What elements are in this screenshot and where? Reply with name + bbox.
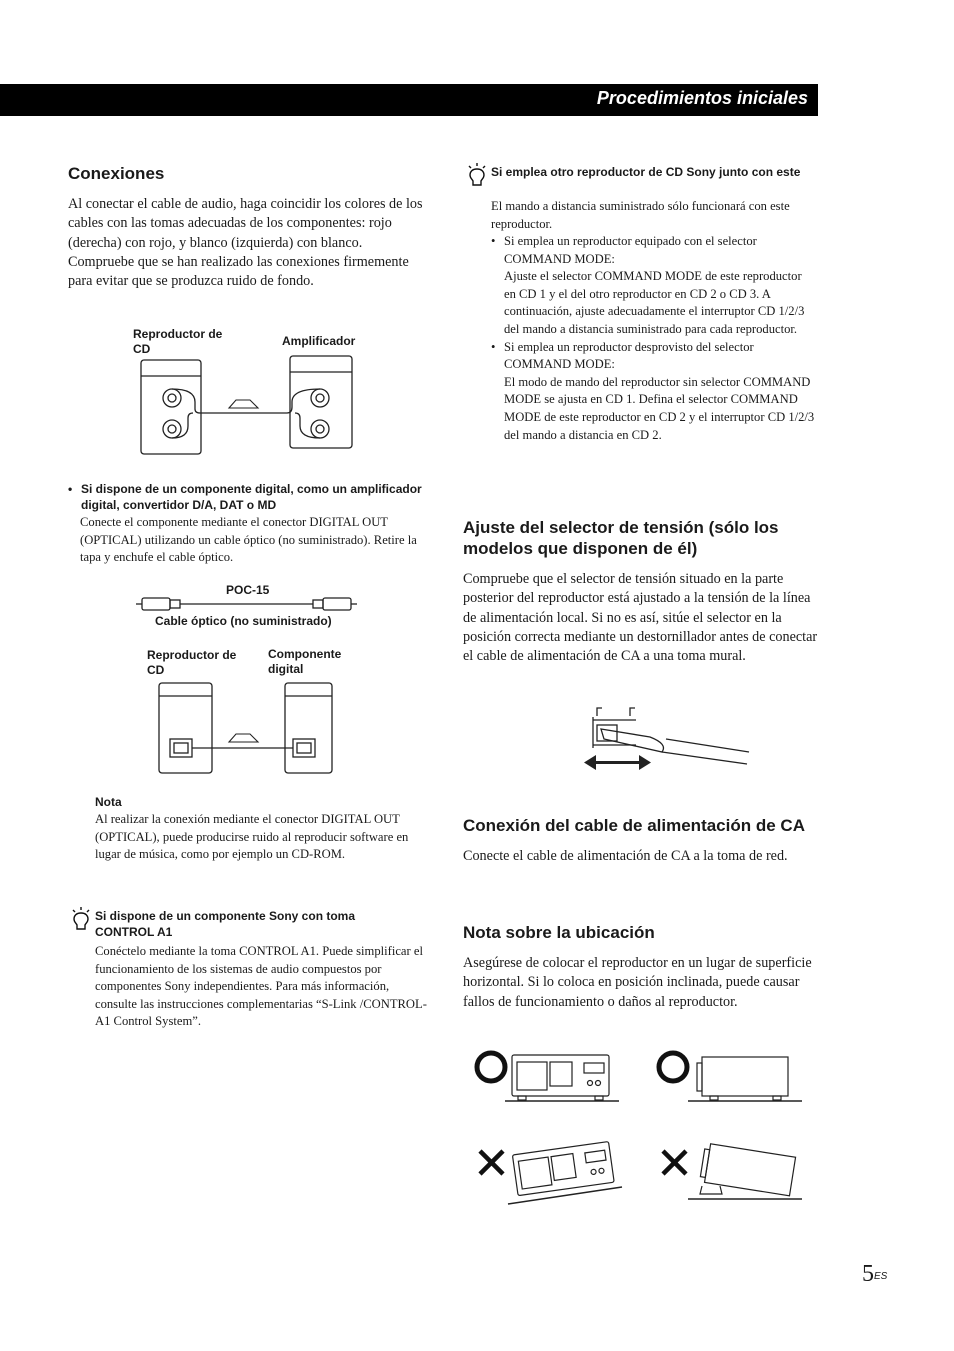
location-title: Nota sobre la ubicación <box>463 923 655 942</box>
nota-text: Al realizar la conexión mediante el conector DIGITAL OUT (OPTICAL), puede producirse ruido al reproducir software en lugar de música, como por ejemplo un CD-ROM. <box>95 812 409 862</box>
voltage-title: Ajuste del selector de tensión (sólo los modelos que disponen de él) <box>463 518 779 558</box>
tip-other-cd-text: El mando a distancia suministrado sólo funcionará con este reproductor. <box>491 199 790 231</box>
conexiones-intro: Al conectar el cable de audio, haga coincidir los colores de los cables con las tomas adecuadas de los componentes: rojo (derecha) con rojo, y blanco (izquierda) con blanco. Compruebe que se han realizado las conexiones firmemente para evitar que se produzca ruido de fondo. <box>68 196 423 290</box>
voltage-text: Compruebe que el selector de tensión situado en la parte posterior del reproductor está ajustado a la tensión de la línea de alimentación local. Si no es así, sitúe el selector en la posición correcta mediante un destornillador antes de conectar el cable de alimentación de CA a una toma mural. <box>463 571 818 665</box>
list-item-body: El modo de mando del reproductor sin selector COMMAND MODE se ajusta en CD 1. Defina el selector COMMAND MODE de este reproductor en CD 2 y el interruptor CD 1/2/3 del mando a distancia en CD 2. <box>504 374 815 442</box>
location-text: Asegúrese de colocar el reproductor en un lugar de superficie horizontal. Si lo coloca en posición inclinada, puede causar fallos de funcionamiento o daños al reproductor. <box>463 955 812 1010</box>
tip-other-cd-heading: Si emplea otro reproductor de CD Sony junto con este <box>491 165 801 179</box>
tip-control-heading: Si dispone de un componente Sony con toma CONTROL A1 <box>95 909 356 939</box>
correct-circle-icon <box>477 1053 505 1081</box>
diagram1-left-label: Reproductor de CD <box>133 327 223 356</box>
list-item-lead: • Si emplea un reproductor equipado con el selector COMMAND MODE: <box>504 234 757 266</box>
diagram2-left-label: Reproductor de CD <box>147 648 237 677</box>
page-number-digit: 5 <box>862 1261 874 1287</box>
tip-control-text: Conéctelo mediante la toma CONTROL A1. Puede simplificar el funcionamiento de los sistemas de audio compuestos por componentes Sony independientes. Para más información, consulte las instrucciones complementarias “S-Link /CONTROL-A1 Control System”. <box>95 944 427 1029</box>
page-suffix: ES <box>874 1271 888 1282</box>
digital-text: Conecte el componente mediante el conector DIGITAL OUT (OPTICAL) utilizando un cable óptico (no suministrado). Retire la tapa y enchufe el cable óptico. <box>80 515 417 565</box>
section-title: Procedimientos iniciales <box>596 88 808 108</box>
power-cable-title: Conexión del cable de alimentación de CA <box>463 816 805 835</box>
cable-model-label: POC-15 <box>226 583 270 597</box>
list-item-lead: • Si emplea un reproductor desprovisto del selector COMMAND MODE: <box>504 339 754 372</box>
digital-heading: • Si dispone de un componente digital, como un amplificador digital, convertidor D/A, DAT o MD <box>68 481 428 513</box>
nota-title: Nota <box>95 795 122 809</box>
list-item-body: Ajuste el selector COMMAND MODE de este reproductor en CD 1 y el del otro reproductor en CD 2 o CD 3. A continuación, ajuste adecuadamente el interruptor CD 1/2/3 del mando a distancia suministrado para cada reproductor. <box>504 269 805 336</box>
diagram1-right-label: Amplificador <box>282 334 356 348</box>
diagram2-right-label: Componente digital <box>268 647 342 676</box>
conexiones-title: Conexiones <box>68 164 165 183</box>
correct-circle-icon <box>659 1053 687 1081</box>
cable-caption: Cable óptico (no suministrado) <box>155 614 332 628</box>
page-number <box>862 1260 887 1288</box>
power-cable-text: Conecte el cable de alimentación de CA a la toma de red. <box>463 848 788 864</box>
